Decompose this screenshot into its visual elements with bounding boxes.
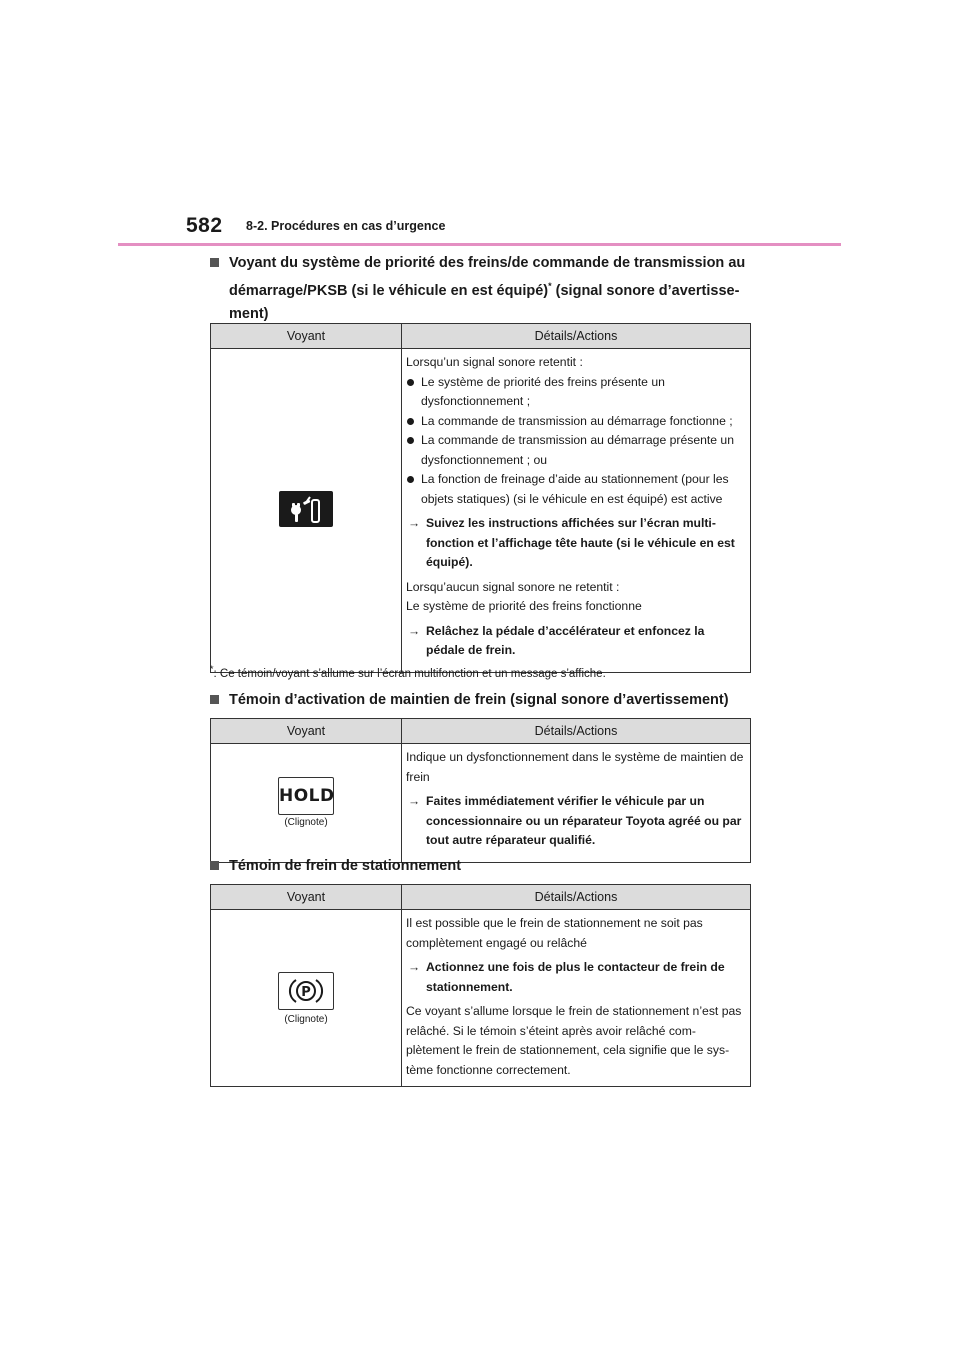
section1-title-tail: (signal sonore d’avertisse-ment) <box>229 282 740 322</box>
action-label: Faites immédiatement vérifier le véhicule par un concessionnaire ou un réparateur Toyota agréé ou par tout autre réparateur qualifié. <box>426 794 742 847</box>
details-cell <box>402 349 751 673</box>
action-text <box>406 792 746 851</box>
list-item: Le système de priorité des freins présente un dysfonctionnement ; <box>406 373 746 412</box>
brake-hold-icon <box>278 777 334 815</box>
intro2-line1: Lorsqu’aucun signal sonore ne retentit : <box>406 579 620 594</box>
section-label: 8-2. Procédures en cas d’urgence <box>246 219 446 233</box>
heading-square-icon <box>210 258 219 267</box>
section1-table <box>210 323 751 673</box>
action-text <box>406 622 746 661</box>
action1-label: Suivez les instructions affichées sur l’écran multi-fonction et l’affichage tête haute (si le véhicule en est équipé). <box>426 516 735 569</box>
section1-title: Voyant du système de priorité des freins/de commande de transmission au démarrage/PKSB (si le véhicule en est équipé) <box>229 255 746 299</box>
col-details: Détails/Actions <box>402 324 751 349</box>
arrow-icon: → <box>408 794 421 808</box>
section1-title-sup: * <box>548 281 552 291</box>
section3-title: Témoin de frein de stationnement <box>229 858 462 874</box>
parking-p-letter: P <box>301 984 311 1000</box>
details-cell <box>402 910 751 1087</box>
footnote-mark: * <box>210 664 214 674</box>
section3-table <box>210 884 751 1087</box>
col-details: Détails/Actions <box>402 719 751 744</box>
arrow-icon: → <box>408 516 421 530</box>
page-number: 582 <box>186 214 223 237</box>
details-text: Il est possible que le frein de stationnement ne soit pas complètement engagé ou relâché <box>406 916 703 950</box>
footnote-text: : Ce témoin/voyant s’allume sur l’écran multifonction et un message s’affiche. <box>213 667 606 680</box>
arrow-icon: → <box>408 960 421 974</box>
col-voyant: Voyant <box>211 719 402 744</box>
action-label: Actionnez une fois de plus le contacteur de frein de stationnement. <box>426 960 725 994</box>
icon-cell <box>211 910 402 1087</box>
section3-heading <box>210 855 755 878</box>
action2-label: Relâchez la pédale d’accélérateur et enfoncez la pédale de frein. <box>426 623 705 657</box>
section2-title: Témoin d’activation de maintien de frein (signal sonore d’avertissement) <box>229 692 729 708</box>
section1-heading <box>210 252 755 326</box>
action-text <box>406 514 746 573</box>
header-rule <box>118 243 841 246</box>
details-text: Indique un dysfonctionnement dans le système de maintien de frein <box>406 750 744 784</box>
hold-text: HOLD <box>279 786 335 807</box>
brake-override-pksb-icon <box>279 491 333 527</box>
col-voyant: Voyant <box>211 324 402 349</box>
parking-brake-icon <box>278 972 334 1010</box>
action-text <box>406 958 746 997</box>
col-details: Détails/Actions <box>402 885 751 910</box>
list-item: La commande de transmission au démarrage présente un dysfonctionnement ; ou <box>406 431 746 470</box>
heading-square-icon <box>210 861 219 870</box>
icon-cell <box>211 349 402 673</box>
intro-text: Lorsqu’un signal sonore retentit : <box>406 355 583 369</box>
col-voyant: Voyant <box>211 885 402 910</box>
intro2-line2: Le système de priorité des freins fonctionne <box>406 599 642 613</box>
arrow-icon: → <box>408 623 421 638</box>
details-cell <box>402 744 751 863</box>
footnote <box>210 664 606 680</box>
blink-label: (Clignote) <box>284 817 328 829</box>
blink-label: (Clignote) <box>284 1013 328 1025</box>
details-text-2: Ce voyant s’allume lorsque le frein de stationnement n’est pas relâché. Si le témoin s’éteint après avoir relâché com-plètement le frein de stationnement, cela signifie que le sys-tème fonctionne correctement. <box>406 1004 742 1077</box>
list-item: La fonction de freinage d’aide au stationnement (pour les objets statiques) (si le véhicule en est équipé) est active <box>406 470 746 509</box>
section2-table <box>210 718 751 863</box>
icon-cell <box>211 744 402 863</box>
list-item: La commande de transmission au démarrage fonctionne ; <box>406 412 746 432</box>
section2-heading <box>210 689 755 712</box>
heading-square-icon <box>210 695 219 704</box>
